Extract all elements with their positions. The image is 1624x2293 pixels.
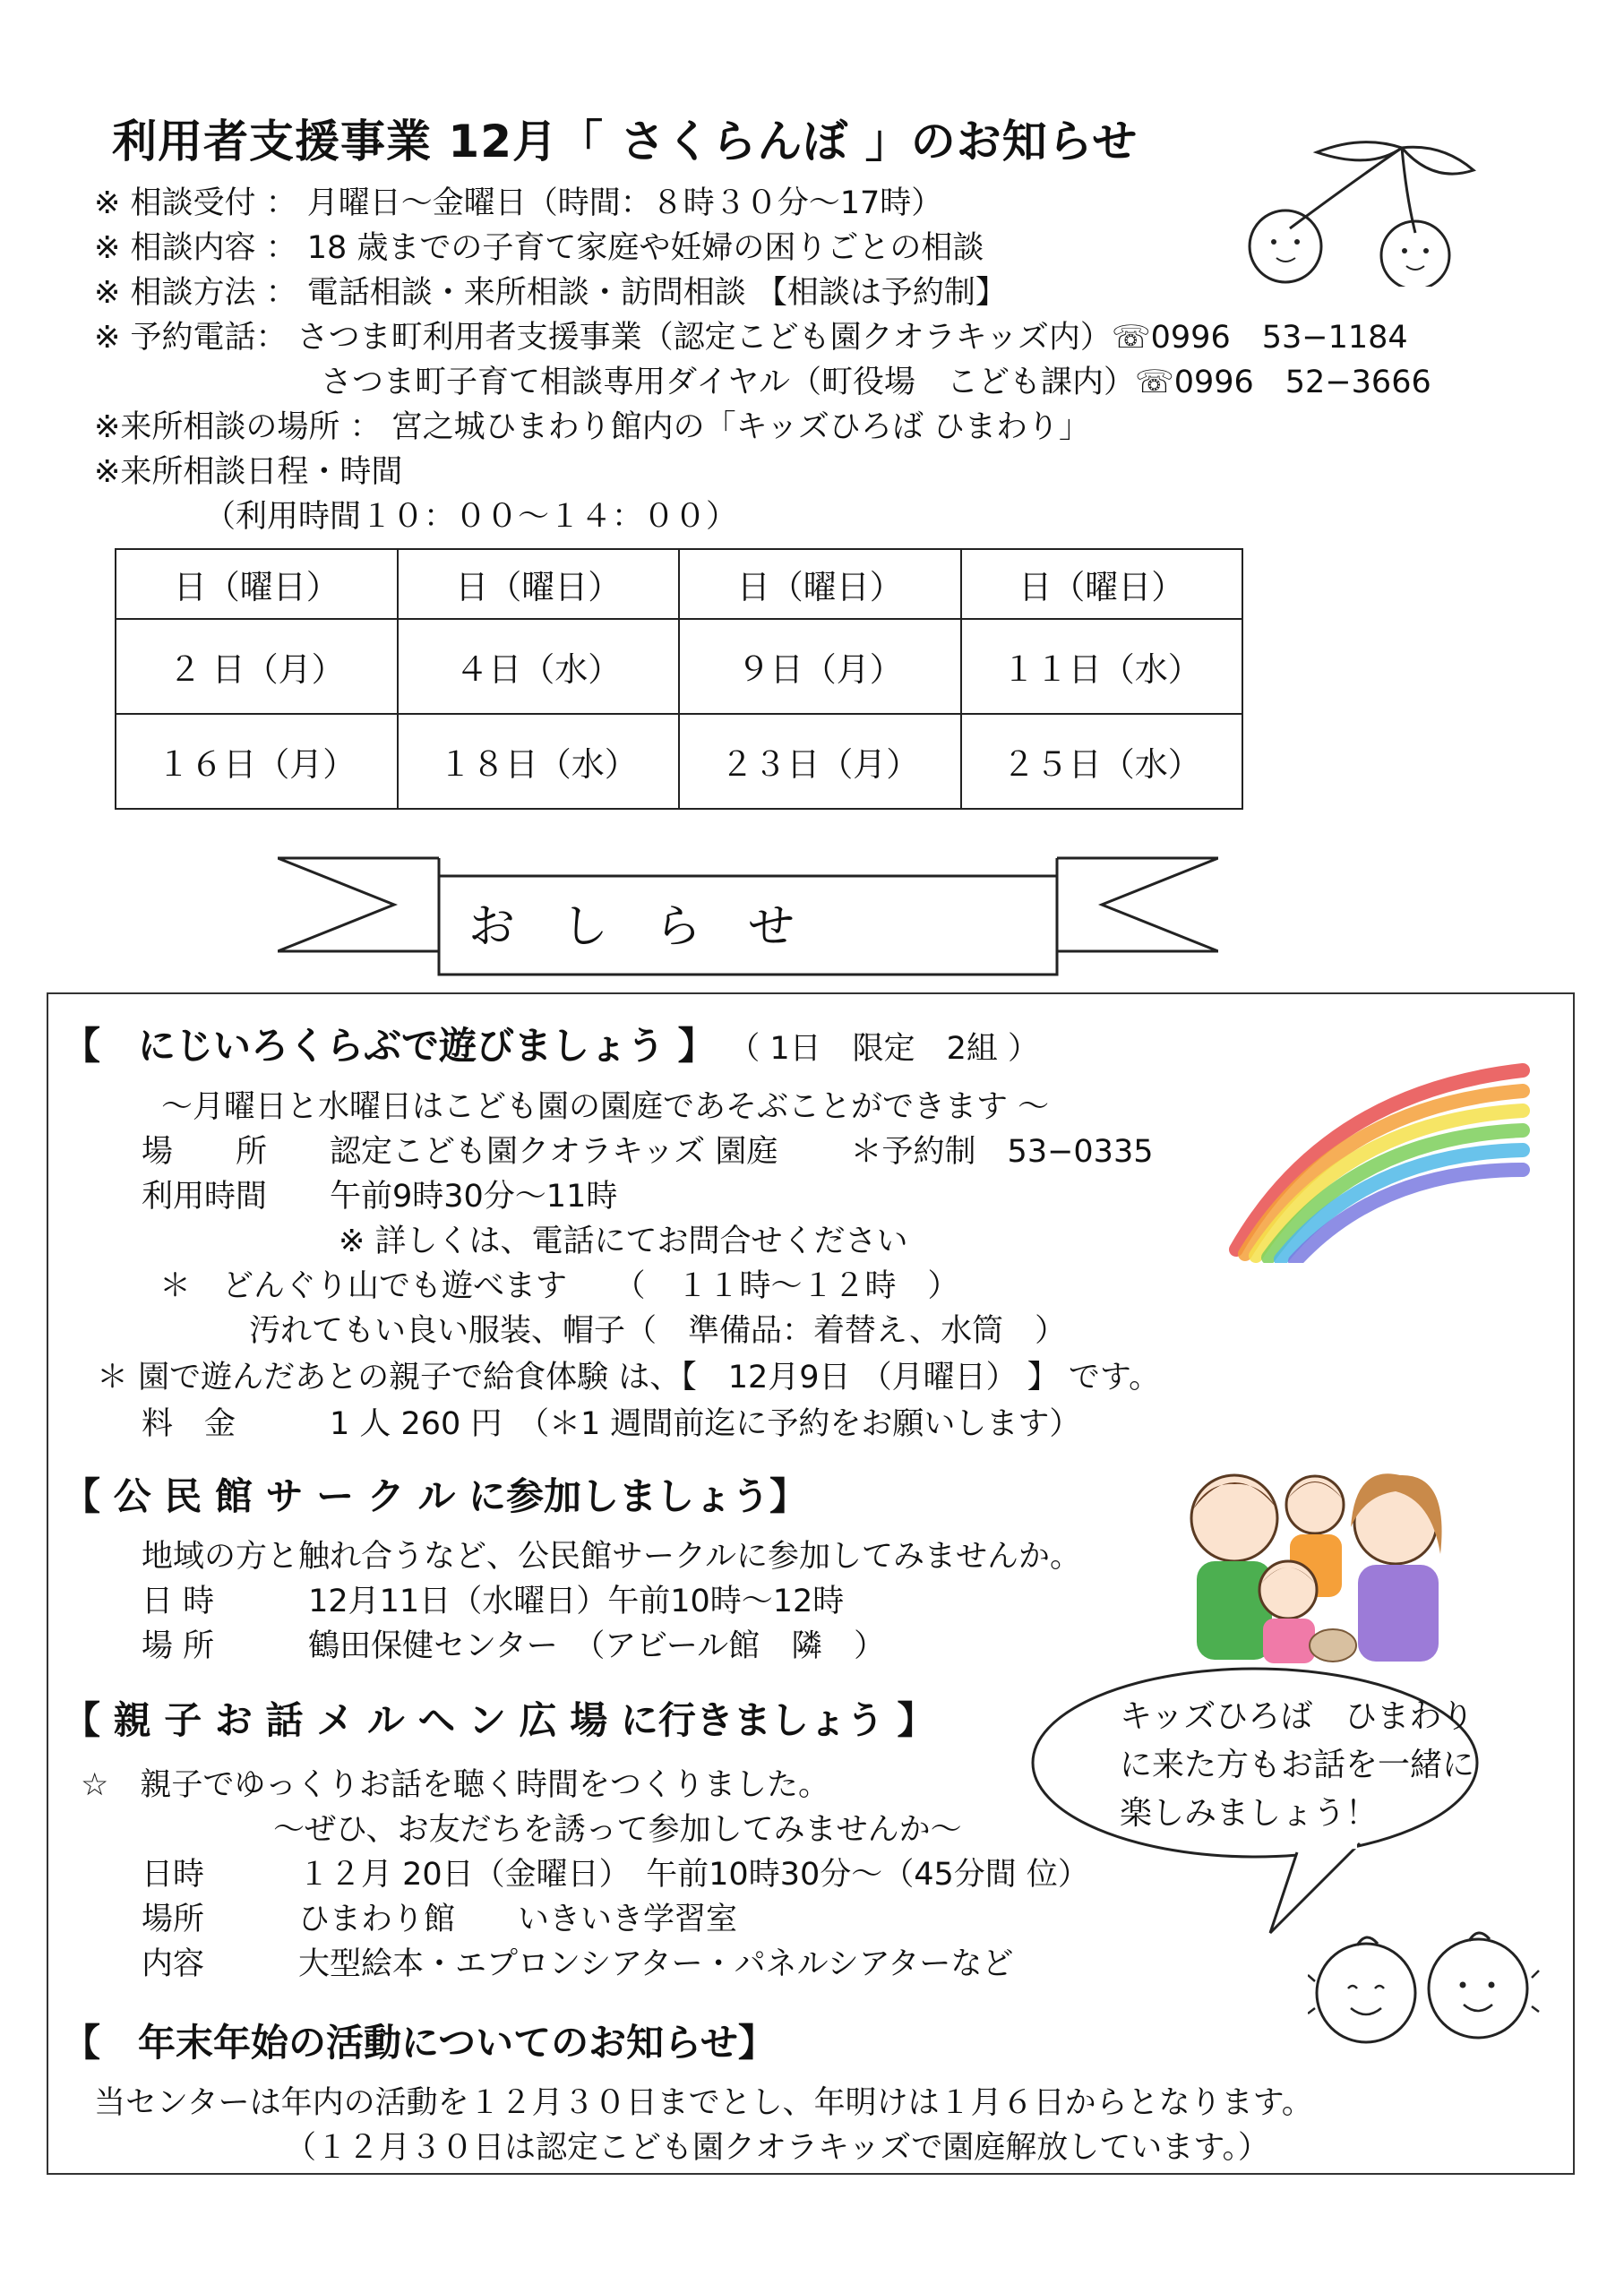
nijiiro-line: 場 所 認定こども園クオラキッズ 園庭 ＊予約制 53−0335	[142, 1134, 1154, 1170]
bubble-text	[1120, 1693, 1474, 1838]
nenmatsu-line: （１２月３０日は認定こども園クオラキッズで園庭解放しています。）	[285, 2130, 1270, 2166]
schedule-header: 日（曜日）	[961, 549, 1243, 619]
schedule-cell: １１日（水）	[961, 619, 1243, 714]
oyako-line: 内容 大型絵本・エプロンシアター・パネルシアターなど	[142, 1946, 1014, 1982]
nijiiro-line: ＊ 園で遊んだあとの親子で給食体験 は、【 12月9日 （月曜日） 】 です。	[97, 1360, 1161, 1396]
schedule-header: 日（曜日）	[679, 549, 961, 619]
schedule-cell: ２５日（水）	[961, 714, 1243, 809]
oyako-line: ☆ 親子でゆっくりお話を聴く時間をつくりました。	[81, 1767, 830, 1803]
smiling-fruits-icon	[1308, 1926, 1541, 2051]
kominkan-line: 場 所 鶴田保健センター （アビール館 隣 ）	[142, 1628, 886, 1664]
schedule-cell: １６日（月）	[116, 714, 398, 809]
nenmatsu-line: 当センターは年内の活動を１２月３０日までとし、年明けは１月６日からとなります。	[94, 2085, 1313, 2121]
section-title-nenmatsu: 【 年末年始の活動についてのお知らせ】	[63, 2021, 776, 2065]
section-title-note: （ 1日 限定 2組 ）	[728, 1031, 1040, 1067]
page-title: 利用者支援事業 12月「 さくらんぼ 」のお知らせ	[112, 116, 1139, 167]
bubble-line: に来た方もお話を一緒に	[1120, 1747, 1475, 1783]
info-usage-time: （利用時間１０：００～１４：００）	[204, 499, 738, 535]
section-title-nijiiro	[63, 1017, 1039, 1070]
info-place: ※来所相談の場所 ： 宮之城ひまわり館内の「キッズひろば ひまわり」	[94, 409, 1091, 445]
section-title-text: 【 にじいろくらぶで遊びましょう 】	[63, 1024, 716, 1068]
nijiiro-line: 汚れてもい良い服装、帽子（ 準備品：着替え、水筒 ）	[249, 1313, 1067, 1349]
nijiiro-line: 利用時間 午前9時30分～11時	[142, 1179, 618, 1215]
schedule-cell: ９日（月）	[679, 619, 961, 714]
schedule-cell: １８日（水）	[398, 714, 680, 809]
info-hours: ※ 相談受付 ： 月曜日～金曜日（時間：８時３０分～17時）	[94, 185, 943, 221]
kominkan-line: 日 時 12月11日（水曜日）午前10時～12時	[142, 1584, 845, 1619]
info-phone-1: ※ 予約電話： さつま町利用者支援事業（認定こども園クオラキッズ内）☏0996 53−1184	[94, 320, 1408, 356]
schedule-header: 日（曜日）	[116, 549, 398, 619]
bubble-line: キッズひろば ひまわり	[1120, 1698, 1474, 1735]
schedule-cell: ２ 日（月）	[116, 619, 398, 714]
info-method: ※ 相談方法 ： 電話相談・来所相談・訪問相談 【相談は予約制】	[94, 275, 1007, 311]
info-content: ※ 相談内容 ： 18 歳までの子育て家庭や妊婦の困りごとの相談	[94, 230, 984, 266]
schedule-cell: ２３日（月）	[679, 714, 961, 809]
section-title-oyako: 【 親 子 お 話 メ ル ヘ ン 広 場 に行きましょう 】	[63, 1698, 935, 1742]
info-schedule-heading: ※来所相談日程・時間	[94, 454, 403, 490]
schedule-cell: ４日（水）	[398, 619, 680, 714]
nijiiro-line: ※ 詳しくは、電話にてお問合せください	[339, 1224, 908, 1259]
oyako-line: 日時 １２月 20日（金曜日） 午前10時30分～（45分間 位）	[142, 1857, 1089, 1893]
kominkan-line: 地域の方と触れ合うなど、公民館サークルに参加してみませんか。	[142, 1539, 1081, 1575]
nijiiro-line: 料 金 1 人 260 円 （＊1 週間前迄に予約をお願いします）	[142, 1406, 1081, 1442]
bubble-line: 楽しみましょう！	[1120, 1795, 1379, 1832]
oyako-line: 場所 ひまわり館 いきいき学習室	[142, 1902, 738, 1937]
cherry-icon	[1236, 134, 1478, 287]
family-illustration	[1181, 1456, 1467, 1670]
info-phone-2: さつま町子育て相談専用ダイヤル（町役場 こども課内）☏0996 52−3666	[321, 365, 1431, 400]
rainbow-icon	[1218, 1057, 1541, 1263]
section-title-kominkan: 【 公 民 館 サ ー ク ル に参加しましょう】	[63, 1474, 807, 1518]
schedule-table	[115, 548, 1243, 810]
schedule-header: 日（曜日）	[398, 549, 680, 619]
oyako-line: ～ぜひ、お友だちを誘って参加してみませんか～	[273, 1812, 962, 1848]
nijiiro-line: ～月曜日と水曜日はこども園の園庭であそぶことができます ～	[161, 1089, 1050, 1125]
banner-label: お し ら せ	[468, 900, 795, 954]
nijiiro-line: ＊ どんぐり山でも遊べます （ １１時～１２時 ）	[159, 1268, 959, 1304]
